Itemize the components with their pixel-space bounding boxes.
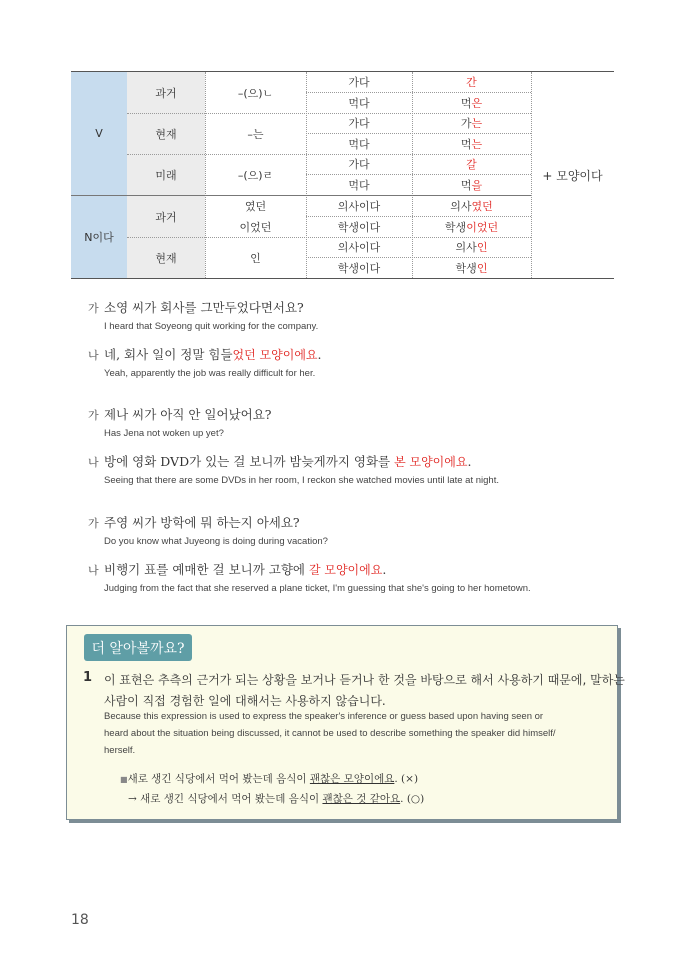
result-form: 먹 은 [460, 96, 483, 110]
example-noun: 의사이다 [337, 200, 381, 213]
ending-label: 이었던 [239, 220, 272, 234]
result-form: 가 는 [460, 117, 483, 130]
tense-label: 과거 [155, 86, 177, 100]
result-form: 갈 [466, 158, 477, 171]
speaker-a-translation: I heard that Soyeong quit working for the company. [104, 321, 319, 332]
speaker-a-line: 가 제나 씨가 아직 안 일어났어요? [88, 407, 272, 422]
result-form: 먹 는 [460, 137, 483, 151]
tense-label: 현재 [155, 127, 177, 141]
speaker-b-translation: Seeing that there are some DVDs in her room, I reckon she watched movies until late at night. [104, 475, 499, 486]
ending-label: 인 [250, 251, 261, 265]
note-english-line-3: herself. [104, 745, 136, 756]
example-dialogue-3 [88, 513, 648, 594]
tense-label: 현재 [155, 251, 177, 265]
example-verb: 가다 [348, 76, 370, 89]
ending-label: –는 [247, 127, 264, 141]
result-form: 먹 을 [460, 178, 483, 192]
ending-label: 였던 [244, 200, 267, 213]
v-category-label: V [95, 127, 103, 140]
example-verb: 먹다 [348, 96, 370, 110]
speaker-b-line: 나 네, 회사 일이 정말 힘들었던 모양이에요. [88, 347, 322, 362]
page-number: 18 [71, 912, 89, 928]
example-dialogue-1 [88, 298, 648, 379]
wrong-example: ■새로 생긴 식당에서 먹어 봤는데 음식이 괜찮은 모양이에요. (×) [120, 773, 419, 785]
speaker-b-line: 나 방에 영화 DVD가 있는 걸 보니까 밤늦게까지 영화를 본 모양이에요. [88, 454, 472, 469]
example-noun: 학생이다 [337, 220, 381, 234]
speaker-a-translation: Has Jena not woken up yet? [104, 428, 224, 439]
speaker-b-translation: Yeah, apparently the job was really difficult for her. [104, 368, 316, 379]
speaker-a-line: 가 주영 씨가 방학에 뭐 하는지 아세요? [88, 515, 300, 530]
example-verb: 가다 [348, 117, 370, 130]
example-verb: 가다 [348, 158, 370, 171]
result-form: 의사 인 [455, 241, 488, 254]
grammar-table [71, 71, 614, 279]
note-english-line-2: heard about the situation being discussed, it cannot be used to describe something the speaker did himself/ [104, 728, 556, 739]
suffix-label: + 모양이다 [542, 168, 603, 183]
speaker-a-translation: Do you know what Juyeong is doing during vacation? [104, 536, 328, 547]
note-english-line-1: Because this expression is used to express the speaker's inference or guess based upon having seen or [104, 711, 544, 722]
speaker-b-line: 나 비행기 표를 예매한 걸 보니까 고향에 갈 모양이에요. [88, 562, 387, 577]
bullet-icon: ■ [120, 775, 128, 784]
result-form: 간 [466, 76, 477, 89]
more-info-title: 더 알아볼까요? [84, 634, 192, 661]
note-korean-line-2: 사람이 직접 경험한 일에 대해서는 사용하지 않습니다. [104, 694, 386, 708]
n-category-label: N이다 [84, 231, 114, 244]
tense-label: 과거 [155, 210, 177, 224]
speaker-b-translation: Judging from the fact that she reserved a plane ticket, I'm guessing that she's going to her hometown. [104, 583, 531, 594]
example-verb: 먹다 [348, 178, 370, 192]
ending-label: –(으)ㄹ [237, 168, 274, 182]
note-number: 1 [83, 670, 93, 685]
speaker-a-line: 가 소영 씨가 회사를 그만두었다면서요? [88, 300, 304, 315]
note-korean-line-1: 이 표현은 추측의 근거가 되는 상황을 보거나 듣거나 한 것을 바탕으로 해서 사용하기 때문에, 말하는 [104, 673, 625, 687]
example-dialogue-2 [88, 405, 648, 486]
tense-label: 미래 [155, 168, 177, 182]
example-verb: 먹다 [348, 137, 370, 151]
result-form: 학생 인 [455, 261, 488, 275]
correct-example: → 새로 생긴 식당에서 먹어 봤는데 음식이 괜찮은 것 같아요. (○) [128, 793, 425, 805]
ending-label: –(으)ㄴ [237, 86, 274, 100]
example-noun: 의사이다 [337, 241, 381, 254]
example-noun: 학생이다 [337, 261, 381, 275]
result-form: 학생 이었던 [444, 220, 499, 234]
result-form: 의사 였던 [450, 200, 493, 213]
